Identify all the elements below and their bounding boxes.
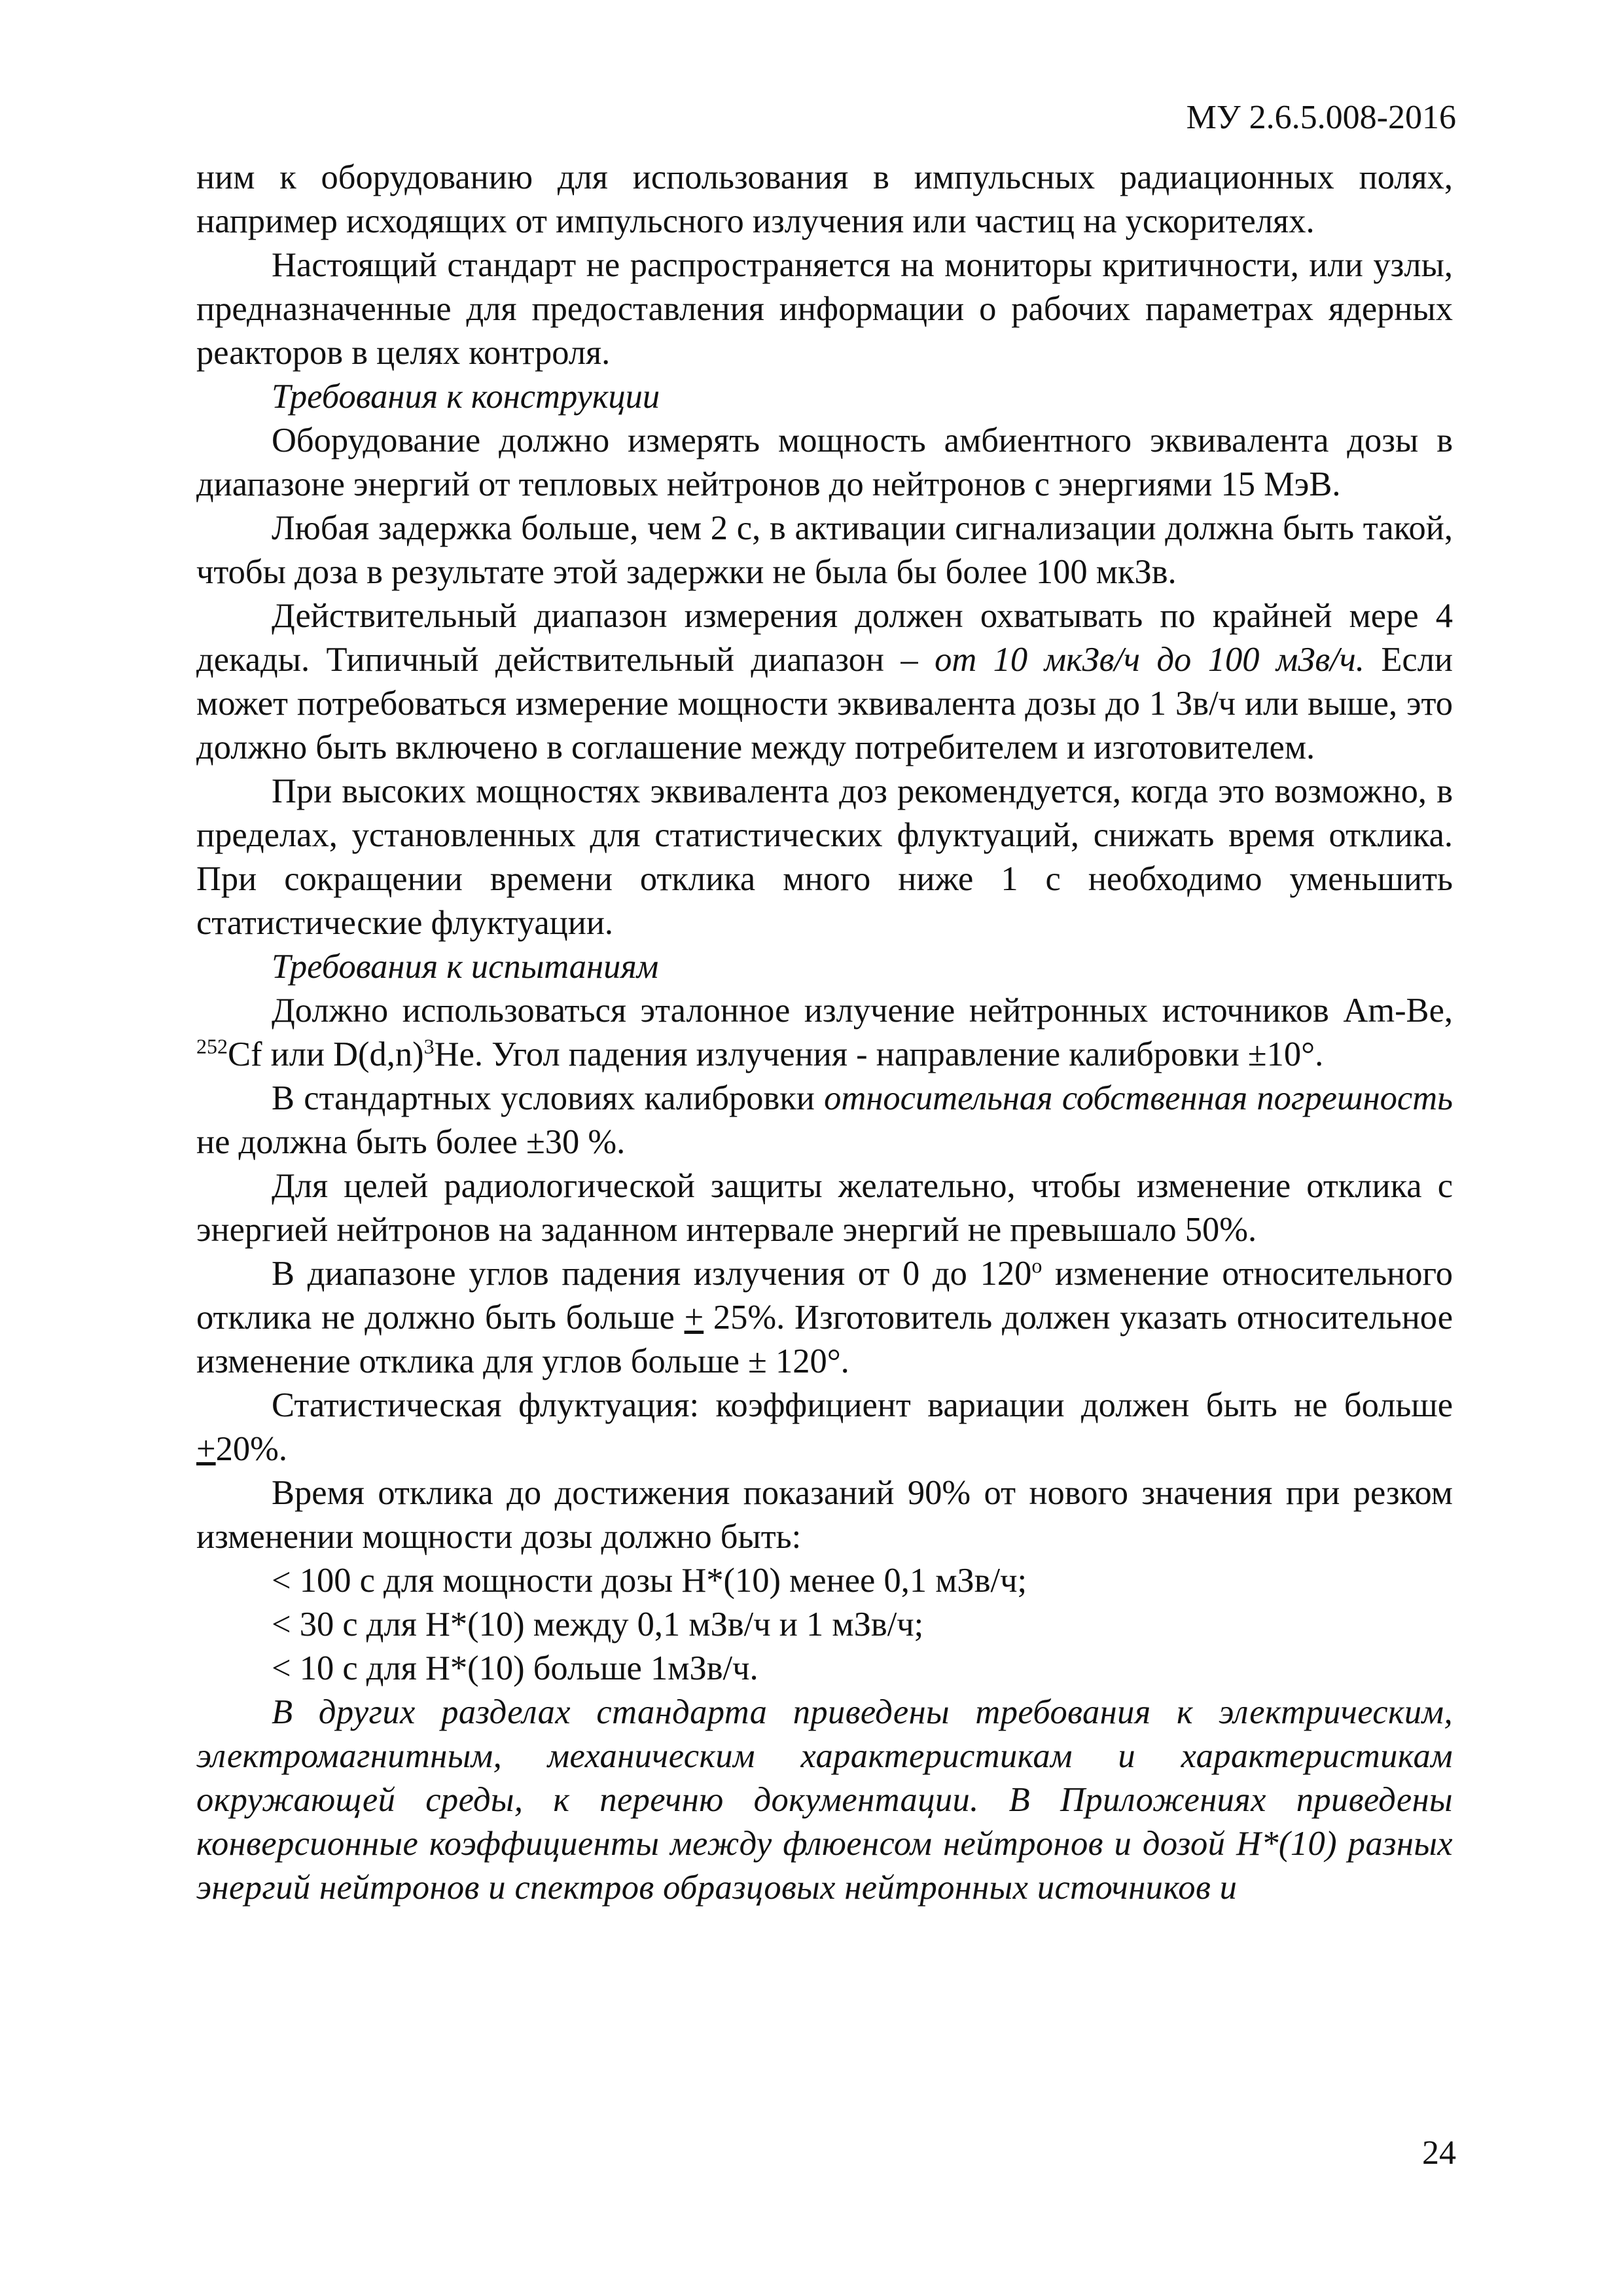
paragraph: Любая задержка больше, чем 2 с, в активации сигнализации должна быть такой, чтобы доза в результате этой задержки не была бы более 100 мкЗв. (196, 509, 1453, 591)
paragraph (196, 594, 1453, 770)
italic-term: относительная собственная погрешность (824, 1079, 1453, 1117)
degree-mark: о (1031, 1253, 1043, 1278)
section-heading-design: Требования к конструкции (272, 378, 660, 416)
section-heading-testing: Требования к испытаниям (272, 948, 659, 986)
text-span: Если может потребоваться измерение мощности эквивалента дозы до 1 Зв/ч или выше, это должно быть включено в соглашение между потребителем и изготовителем. (196, 641, 1453, 766)
document-code: МУ 2.6.5.008-2016 (1186, 99, 1456, 136)
paragraph (196, 1077, 1453, 1164)
document-body (196, 156, 1453, 1910)
text-span: Должно использоваться эталонное излучение нейтронных источников Am-Be, (272, 992, 1453, 1030)
page-number: 24 (1422, 2134, 1456, 2172)
paragraph: Время отклика до достижения показаний 90% от нового значения при резком изменении мощности дозы должно быть: (196, 1474, 1453, 1556)
text-span: He. Угол падения излучения - направление калибровки ±10°. (434, 1035, 1324, 1073)
paragraph (196, 989, 1453, 1077)
plus-minus-sign: + (684, 1299, 704, 1336)
list-item: < 30 с для Н*(10) между 0,1 мЗв/ч и 1 мЗв/ч; (272, 1605, 924, 1643)
text-span: изменение относительного отклика не должно быть больше (196, 1255, 1453, 1336)
paragraph: Оборудование должно измерять мощность амбиентного эквивалента дозы в диапазоне энергий от тепловых нейтронов до нейтронов с энергиями 15 МэВ. (196, 422, 1453, 503)
text-span: Действительный диапазон измерения должен охватывать по крайней мере 4 декады. Типичный действительный диапазон – (196, 597, 1453, 679)
plus-minus-sign: + (196, 1430, 216, 1468)
text-span: В диапазоне углов падения излучения от 0 до 120 (272, 1255, 1032, 1293)
paragraph: Для целей радиологической защиты желательно, чтобы изменение отклика с энергией нейтронов на заданном интервале энергий не превышало 50%. (196, 1167, 1453, 1249)
paragraph: ним к оборудованию для использования в импульсных радиационных полях, например исходящих от импульсного излучения или частиц на ускорителях. (196, 158, 1453, 240)
text-span: Cf или D(d,n) (228, 1035, 424, 1073)
text-span: не должна быть более ±30 %. (196, 1123, 626, 1161)
list-item: < 100 с для мощности дозы Н*(10) менее 0,1 мЗв/ч; (272, 1562, 1027, 1600)
italic-summary-paragraph: В других разделах стандарта приведены требования к электрическим, электромагнитным, механическим характеристикам и характеристикам окружающей среды, к перечню документации. В Приложениях приведены конверсионные коэффициенты между флюенсом нейтронов и дозой Н*(10) разных энергий нейтронов и спектров образцовых нейтронных источников и (196, 1693, 1453, 1907)
paragraph: При высоких мощностях эквивалента доз рекомендуется, когда это возможно, в пределах, установленных для статистических флуктуаций, снижать время отклика. При сокращении времени отклика много ниже 1 с необходимо уменьшить статистические флуктуации. (196, 772, 1453, 942)
text-span: 25%. Изготовитель должен указать относительное изменение отклика для углов больше ± 120°. (196, 1299, 1453, 1380)
isotope-mass-number: 252 (196, 1034, 228, 1058)
paragraph: Настоящий стандарт не распространяется на мониторы критичности, или узлы, предназначенные для предоставления информации о рабочих параметрах ядерных реакторов в целях контроля. (196, 246, 1453, 372)
isotope-mass-number: 3 (423, 1034, 435, 1058)
text-span: 20%. (215, 1430, 287, 1468)
paragraph (196, 1384, 1453, 1471)
list-item: < 10 с для Н*(10) больше 1мЗв/ч. (272, 1649, 758, 1687)
paragraph (196, 1252, 1453, 1384)
text-span: Статистическая флуктуация: коэффициент вариации должен быть не больше (272, 1386, 1453, 1424)
text-span: В стандартных условиях калибровки (272, 1079, 825, 1117)
italic-range: от 10 мкЗв/ч до 100 мЗв/ч. (935, 641, 1364, 679)
